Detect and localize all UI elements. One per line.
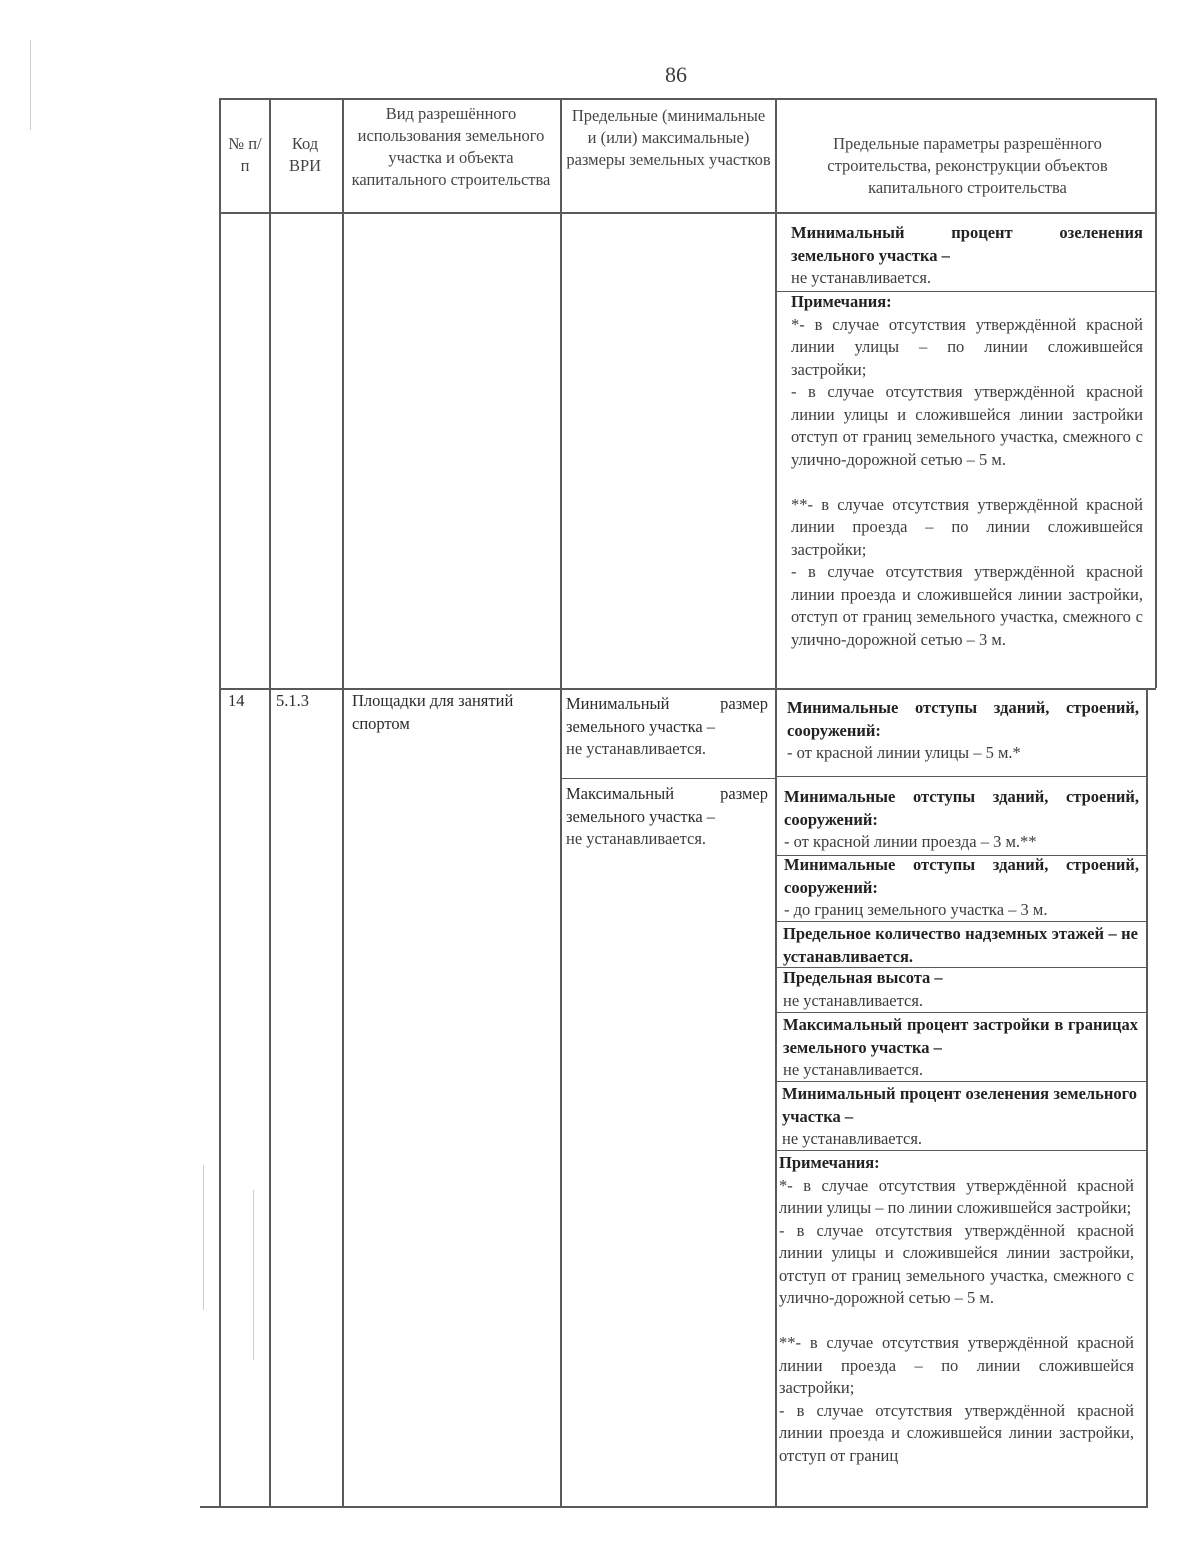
row14-param-red-line-passage bbox=[784, 786, 1139, 854]
row14-param-building-percent bbox=[783, 1014, 1138, 1082]
header-params: Предельные параметры разрешённого строительства, реконструкции объектов капитального строительства bbox=[827, 134, 1108, 197]
continued-greening-title: Минимальный процент озеленения земельного участка – bbox=[791, 223, 1143, 265]
header-code: Код ВРИ bbox=[288, 134, 322, 175]
row14-max-size-value: не устанавливается. bbox=[566, 829, 707, 848]
row14-param-greening bbox=[782, 1083, 1137, 1151]
continued-notes-cell bbox=[791, 291, 1143, 651]
row14-notes-title: Примечания: bbox=[779, 1153, 880, 1172]
row14-note1-b: - в случае отсутствия утверждённой красной линии улицы и сложившейся линии застройки, отступ от границ земельного участка, смежного с улично-дорожной сетью – 5 м. bbox=[779, 1220, 1134, 1307]
row14-code: 5.1.3 bbox=[276, 691, 309, 710]
row14-p7-title: Минимальный процент озеленения земельного участка – bbox=[782, 1084, 1137, 1126]
scan-artifact-line bbox=[30, 40, 31, 130]
continued-note2-b: - в случае отсутствия утверждённой красной линии проезда и сложившейся линии застройки, отступ от границ земельного участка, смежного с улично-дорожной сетью – 3 м. bbox=[791, 562, 1143, 649]
row14-min-size bbox=[566, 693, 768, 761]
row14-p5-value: не устанавливается. bbox=[783, 990, 924, 1010]
continued-note2-a: **- в случае отсутствия утверждённой красной линии проезда – по линии сложившейся застройки; bbox=[791, 494, 1143, 559]
row14-min-size-title: Минимальный размер земельного участка – bbox=[566, 694, 768, 736]
row14-note1-a: *- в случае отсутствия утверждённой красной линии улицы – по линии сложившейся застройки; bbox=[779, 1175, 1134, 1217]
row14-max-size-title: Максимальный размер земельного участка – bbox=[566, 784, 768, 826]
row14-param-height bbox=[783, 967, 1138, 1012]
row14-p3-value: - до границ земельного участка – 3 м. bbox=[784, 900, 1048, 919]
row14-min-size-value: не устанавливается. bbox=[566, 739, 707, 758]
row14-param-red-line-street bbox=[787, 697, 1139, 765]
page-number: 86 bbox=[665, 62, 687, 87]
row14-p6-value: не устанавливается. bbox=[783, 1060, 924, 1079]
row14-p3-title: Минимальные отступы зданий, строений, сооружений: bbox=[784, 855, 1139, 897]
row14-p1-title: Минимальные отступы зданий, строений, сооружений: bbox=[787, 698, 1139, 740]
row14-param-floors: Предельное количество надземных этажей – не устанавливается. bbox=[783, 924, 1138, 966]
row14-p5-title: Предельная высота – bbox=[783, 968, 943, 987]
row14-param-plot-boundary bbox=[784, 854, 1139, 922]
header-sizes: Предельные (минимальные и (или) максимальные) размеры земельных участков bbox=[566, 106, 771, 169]
header-number: № п/п bbox=[228, 134, 262, 175]
row14-p1-value: - от красной линии улицы – 5 м.* bbox=[787, 743, 1021, 762]
continued-greening-value: не устанавливается. bbox=[791, 268, 932, 287]
row14-max-size bbox=[566, 783, 768, 851]
header-use-type: Вид разрешённого использования земельного участка и объекта капитального строительства bbox=[351, 104, 551, 189]
row14-p2-value: - от красной линии проезда – 3 м.** bbox=[784, 832, 1037, 851]
continued-greening-cell bbox=[791, 222, 1143, 290]
row14-p6-title: Максимальный процент застройки в границах земельного участка – bbox=[783, 1015, 1138, 1057]
row14-note2-a: **- в случае отсутствия утверждённой красной линии проезда – по линии сложившейся застройки; bbox=[779, 1333, 1134, 1397]
row14-number: 14 bbox=[228, 691, 245, 710]
continued-notes-title: Примечания: bbox=[791, 292, 892, 311]
row14-use-type: Площадки для занятий спортом bbox=[352, 691, 514, 733]
scan-artifact-line bbox=[253, 1190, 254, 1360]
continued-note1-a: *- в случае отсутствия утверждённой красной линии улицы – по линии сложившейся застройки; bbox=[791, 314, 1143, 379]
row14-note2-b: - в случае отсутствия утверждённой красной линии проезда и сложившейся линии застройки, отступ от границ bbox=[779, 1400, 1134, 1465]
row14-p2-title: Минимальные отступы зданий, строений, сооружений: bbox=[784, 787, 1139, 829]
row14-p7-value: не устанавливается. bbox=[782, 1129, 923, 1148]
scan-artifact-line bbox=[203, 1165, 204, 1310]
continued-note1-b: - в случае отсутствия утверждённой красной линии улицы и сложившейся линии застройки отступ от границ земельного участка, смежного с улично-дорожной сетью – 5 м. bbox=[791, 382, 1143, 469]
row14-notes bbox=[779, 1152, 1134, 1467]
